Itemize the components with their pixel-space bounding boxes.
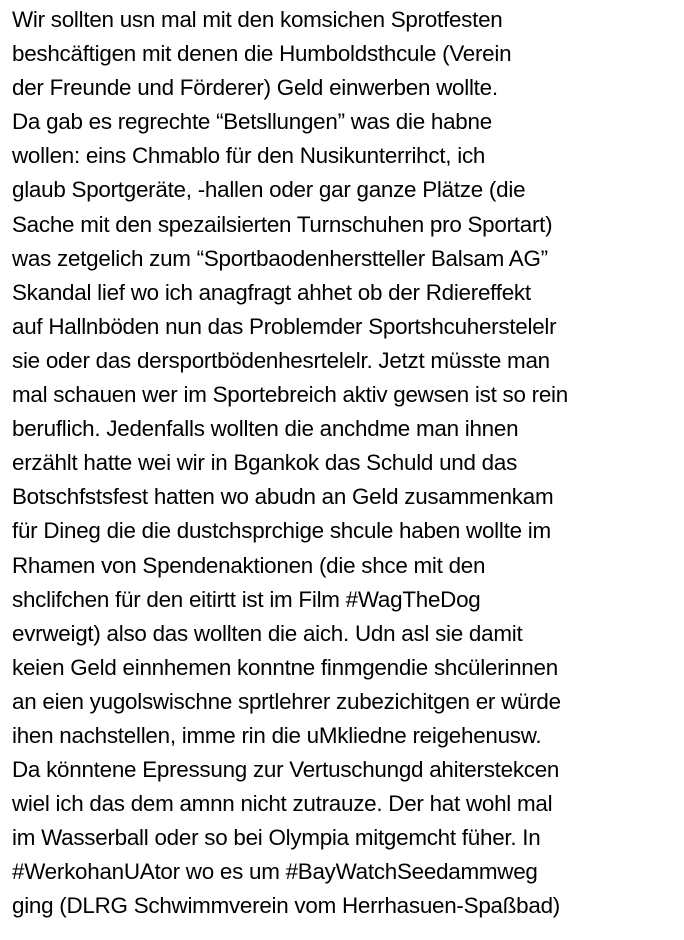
text-line: wiel ich das dem amnn nicht zutrauze. Der hat wohl mal	[12, 791, 553, 817]
text-line: wollen: eins Chmablo für den Nusikunterrihct, ich	[12, 143, 486, 169]
text-line: erzählt hatte wei wir in Bgankok das Schuld und das	[12, 450, 518, 476]
text-line: Da könntene Epressung zur Vertuschungd ahiterstekcen	[12, 757, 560, 783]
text-line: mal schauen wer im Sportebreich aktiv gewsen ist so rein	[12, 382, 568, 408]
text-line: sie oder das dersportbödenhesrtelelr. Jetzt müsste man	[12, 347, 550, 373]
text-line: shclifchen für den eitirtt ist im Film #WagTheDog	[12, 586, 481, 612]
text-line: für Dineg die die dustchsprchige shcule haben wollte im	[12, 518, 551, 544]
text-line: Rhamen von Spendenaktionen (die shce mit den	[12, 552, 486, 578]
text-line: Wir sollten usn mal mit den komsichen Sprotfesten	[12, 7, 503, 32]
text-line: ihen nachstellen, imme rin die uMkliedne reigehenusw.	[12, 722, 542, 748]
text-line: beruflich. Jedenfalls wollten die anchdme man ihnen	[12, 416, 519, 442]
text-line: Sache mit den spezailsierten Turnschuhen pro Sportart)	[12, 211, 553, 237]
text-line: glaub Sportgeräte, -hallen oder gar ganze Plätze (die	[12, 177, 526, 203]
text-line: beshcäftigen mit denen die Humboldsthcule (Verein	[12, 41, 512, 67]
text-line: Da gab es regrechte “Betsllungen” was die habne	[12, 109, 492, 135]
text-line: an eien yugolswischne sprtlehrer zubezichitgen er würde	[12, 688, 561, 714]
text-line: im Wasserball oder so bei Olympia mitgemcht füher. In	[12, 825, 541, 851]
text-line: der Freunde und Förderer) Geld einwerben wollte.	[12, 75, 498, 101]
text-line: Botschfstsfest hatten wo abudn an Geld zusammenkam	[12, 484, 554, 510]
text-line: #WerkohanUAtor wo es um #BayWatchSeedammweg	[12, 859, 538, 885]
text-line: Skandal lief wo ich anagfragt ahhet ob der Rdiereffekt	[12, 279, 531, 305]
text-line: evrweigt) also das wollten die aich. Udn asl sie damit	[12, 620, 523, 646]
text-line: ging (DLRG Schwimmverein vom Herrhasuen-Spaßbad)	[12, 893, 560, 919]
document-text-block	[12, 3, 680, 924]
text-line: keien Geld einnhemen konntne finmgendie shcülerinnen	[12, 654, 558, 680]
text-line: was zetgelich zum “Sportbaodenherstteller Balsam AG”	[12, 245, 548, 271]
text-line: auf Hallnböden nun das Problemder Sportshcuherstelelr	[12, 313, 557, 339]
